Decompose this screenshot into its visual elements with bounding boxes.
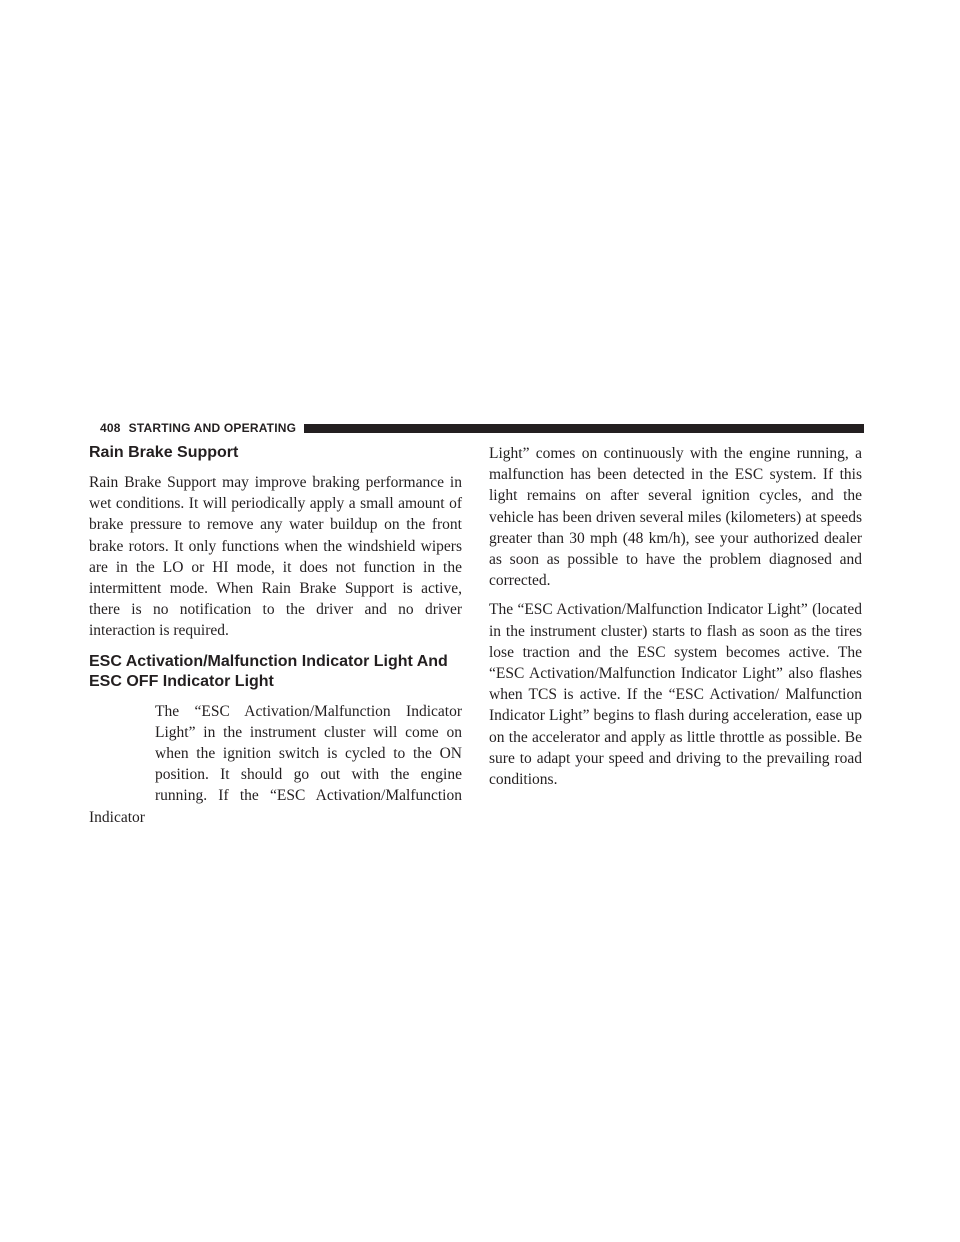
heading-rain-brake-support: Rain Brake Support <box>89 444 239 461</box>
paragraph-esc-indicator-intro: The “ESC Activation/Malfunction Indicator Light” in the instrument cluster will come on when the ignition switch is cycled to the ON position. It should go out with the engine running. If the “ESC Activation/Malfunction Indicator <box>89 702 462 826</box>
left-column <box>89 443 462 836</box>
page-header <box>100 420 864 436</box>
esc-indicator-block <box>89 701 462 828</box>
right-column <box>489 443 862 798</box>
header-rule <box>304 424 864 433</box>
heading-esc-indicator: ESC Activation/Malfunction Indicator Light And ESC OFF Indicator Light <box>89 652 448 690</box>
paragraph-esc-malfunction: Light” comes on continuously with the engine running, a malfunction has been detected in the ESC system. If this light remains on after several ignition cycles, and the vehicle has been driven several miles (kilometers) at speeds greater than 30 mph (48 km/h), see your authorized dealer as soon as possible to have the problem diagnosed and corrected. <box>489 445 862 590</box>
indicator-icon-placeholder <box>89 701 155 807</box>
paragraph-esc-flash: The “ESC Activation/Malfunction Indicator Light” (located in the instrument cluster) starts to flash as soon as the tires lose traction and the ESC system becomes active. The “ESC Activation/Malfunction Indicator Light” also flashes when TCS is active. If the “ESC Activation/ Malfunction Indicator Light” begins to flash during acceleration, ease up on the accelerator and apply as little throttle as possible. Be sure to adapt your speed and driving to the prevailing road conditions. <box>489 601 862 789</box>
paragraph-rain-brake-support: Rain Brake Support may improve braking performance in wet conditions. It will periodically apply a small amount of brake pressure to remove any water buildup on the front brake rotors. It only functions when the windshield wipers are in the LO or HI mode, it does not function in the intermittent mode. When Rain Brake Support is active, there is no notification to the driver and no driver interaction is required. <box>89 474 462 640</box>
section-title: STARTING AND OPERATING <box>128 421 297 435</box>
page-number: 408 <box>100 421 121 435</box>
